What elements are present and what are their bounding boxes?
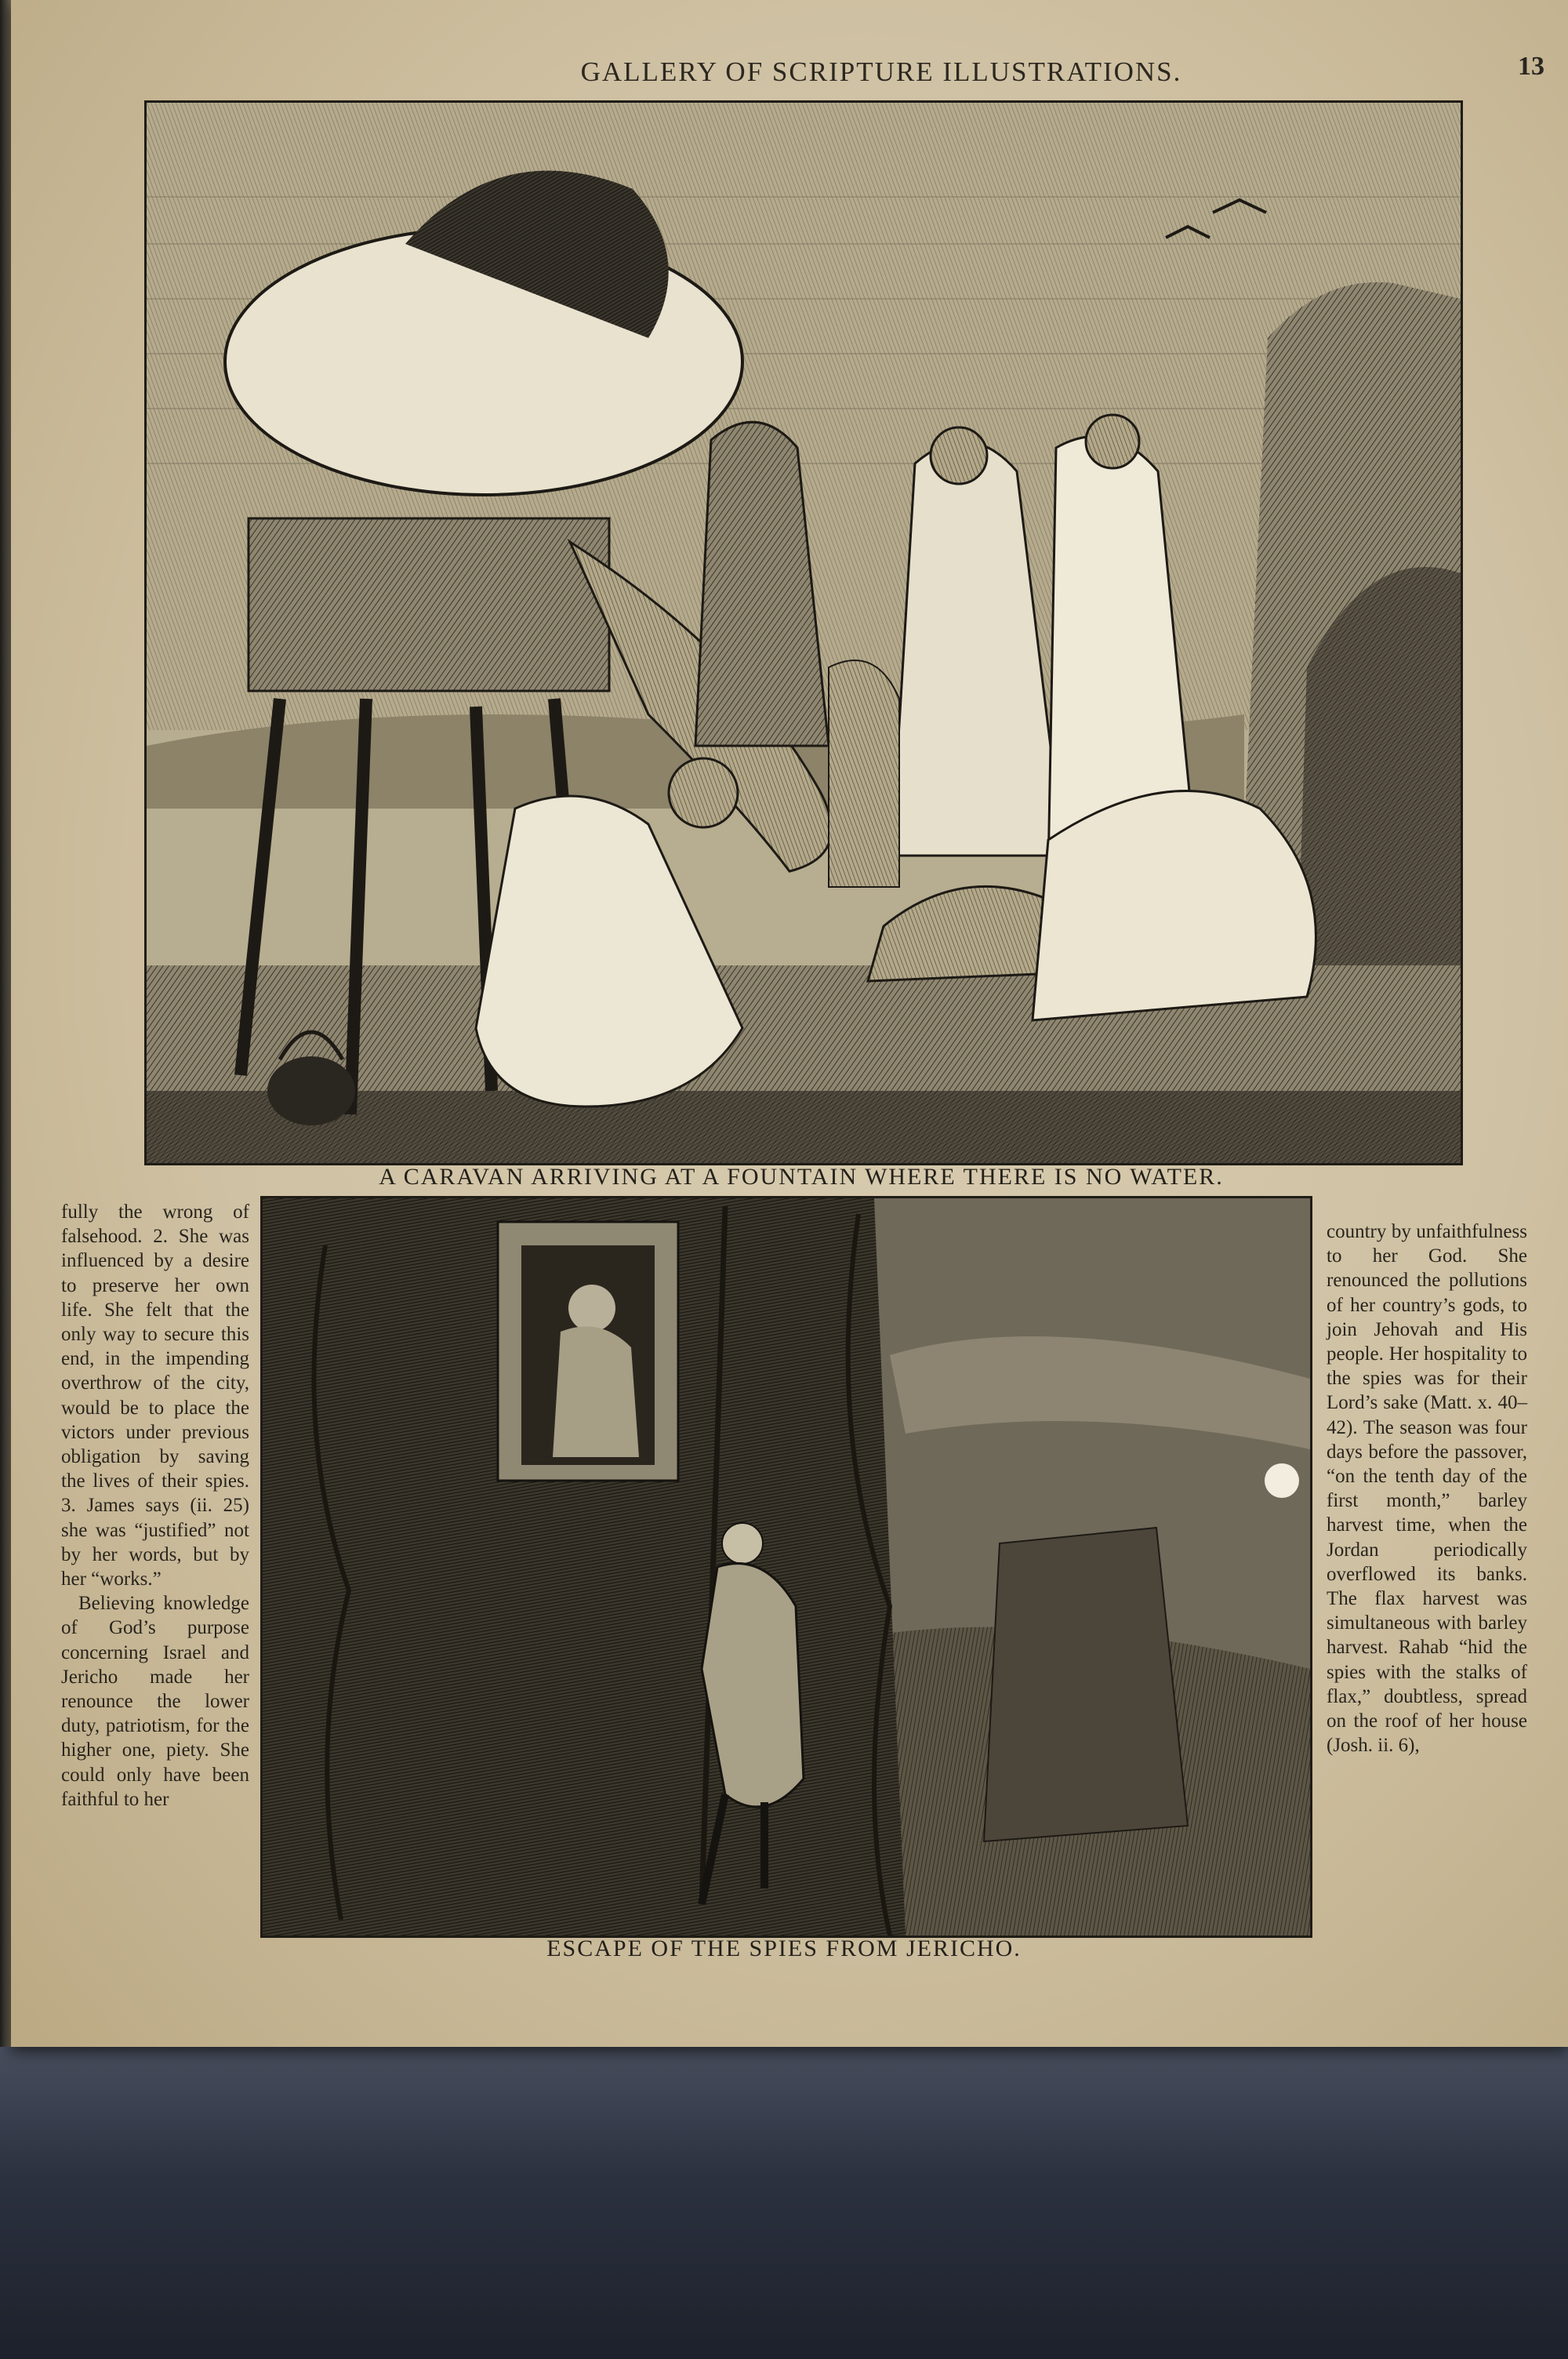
left-column — [61, 1200, 249, 1812]
page-number: 13 — [1518, 52, 1544, 81]
jericho-engraving — [260, 1196, 1312, 1938]
right-paragraph: country by unfaithfulness to her God. She renounced the pollutions of her country’s gods, to join Jehovah and His people. Her hospitality to the spies was for their Lord’s sake (Matt. x. 40–42). The season was four days before the passover, “on the tenth day of the first month,” barley harvest time, when the Jordan periodically overflowed its banks. The flax harvest was simultaneous with barley harvest. Rahab “hid the spies with the stalks of flax,” doubtless, spread on the roof of her house (Josh. ii. 6), — [1327, 1221, 1527, 1757]
running-title: GALLERY OF SCRIPTURE ILLUSTRATIONS. — [580, 56, 1182, 87]
book-page — [11, 0, 1568, 2047]
left-paragraph-1: fully the wrong of falsehood. 2. She was influenced by a desire to preserve her own life. She felt that the only way to secure this end, in the impending overthrow of the city, would be to place the victors under previous obligation by saving the lives of their spies. 3. James says (ii. 25) she was “justified” not by her words, but by her “works.” — [61, 1201, 249, 1590]
caravan-engraving — [144, 100, 1463, 1165]
left-paragraph-2: Believing knowledge of God’s purpose concerning Israel and Jericho made her renounce the lower duty, patriotism, for the higher one, piety. She could only have been faithful to her — [61, 1593, 249, 1810]
desk-backdrop — [0, 2031, 1568, 2359]
top-caption: A CARAVAN ARRIVING AT A FOUNTAIN WHERE THERE IS NO WATER. — [379, 1164, 1224, 1190]
right-column — [1327, 1219, 1527, 1757]
bottom-caption: ESCAPE OF THE SPIES FROM JERICHO. — [546, 1936, 1022, 1961]
